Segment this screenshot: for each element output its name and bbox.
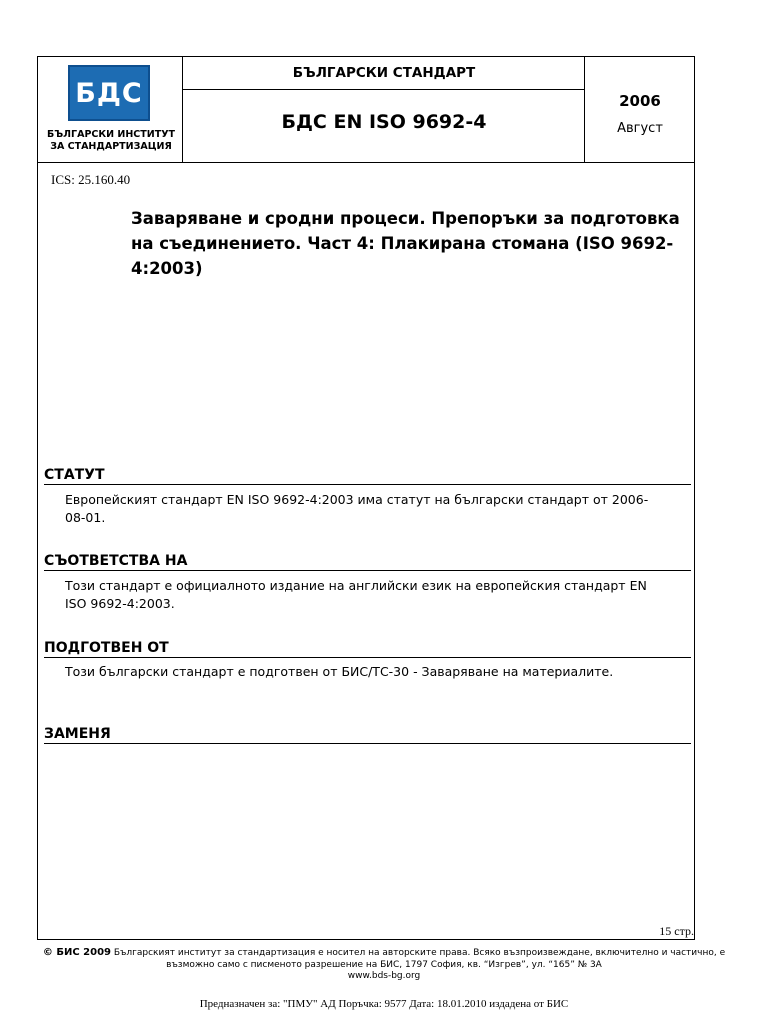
copyright-notice xyxy=(40,947,728,983)
section-text-correspondence: Този стандарт е официалното издание на английски език на европейския стандарт EN ISO 9692-4:2003. xyxy=(65,578,647,611)
section-heading-correspondence: СЪОТВЕТСТВА НА xyxy=(44,553,691,571)
page-count: 15 стр. xyxy=(659,924,694,938)
standard-month: Август xyxy=(617,121,663,136)
standard-year: 2006 xyxy=(619,92,661,110)
logo-text: БДС xyxy=(75,77,143,109)
organization-name-line1: БЪЛГАРСКИ ИНСТИТУТ xyxy=(46,129,175,140)
document-title: Заваряване и сродни процеси. Препоръки за подготовка на съединението. Част 4: Плакирана стомана (ISO 9692-4:2003) xyxy=(131,209,680,278)
ics-code: ICS: 25.160.40 xyxy=(51,172,131,187)
organization-name-line2: ЗА СТАНДАРТИЗАЦИЯ xyxy=(50,141,172,152)
standard-number: БДС EN ISO 9692-4 xyxy=(281,111,487,133)
standard-label: БЪЛГАРСКИ СТАНДАРТ xyxy=(292,65,476,81)
copyright-mark: © БИС 2009 xyxy=(42,947,111,958)
header-divider xyxy=(183,89,584,90)
section-heading-replaces: ЗАМЕНЯ xyxy=(44,726,691,744)
bds-logo xyxy=(68,65,150,121)
section-text-prepared-by: Този български стандарт е подготвен от БИС/ТС-30 - Заваряване на материалите. xyxy=(65,664,614,679)
website-link[interactable]: www.bds-bg.org xyxy=(347,971,421,981)
section-heading-prepared-by: ПОДГОТВЕН ОТ xyxy=(44,640,691,658)
organization-name xyxy=(40,129,182,153)
section-text-status: Европейският стандарт EN ISO 9692-4:2003 има статут на български стандарт от 2006-08-01. xyxy=(65,492,649,525)
copyright-body xyxy=(40,947,728,971)
copyright-text: Българският институт за стандартизация е носител на авторските права. Всяко възпроизвеждане, включително и частично, е възможно само с писменото разрешение на БИС, 1797 София, кв. “Изгрев”, ул. “165” № 3А xyxy=(113,948,726,970)
header-bottom-rule xyxy=(37,162,695,163)
issued-for-line: Предназначен за: "ПМУ" АД Поръчка: 9577 Дата: 18.01.2010 издадена от БИС xyxy=(199,998,569,1010)
section-heading-status: СТАТУТ xyxy=(44,467,691,485)
